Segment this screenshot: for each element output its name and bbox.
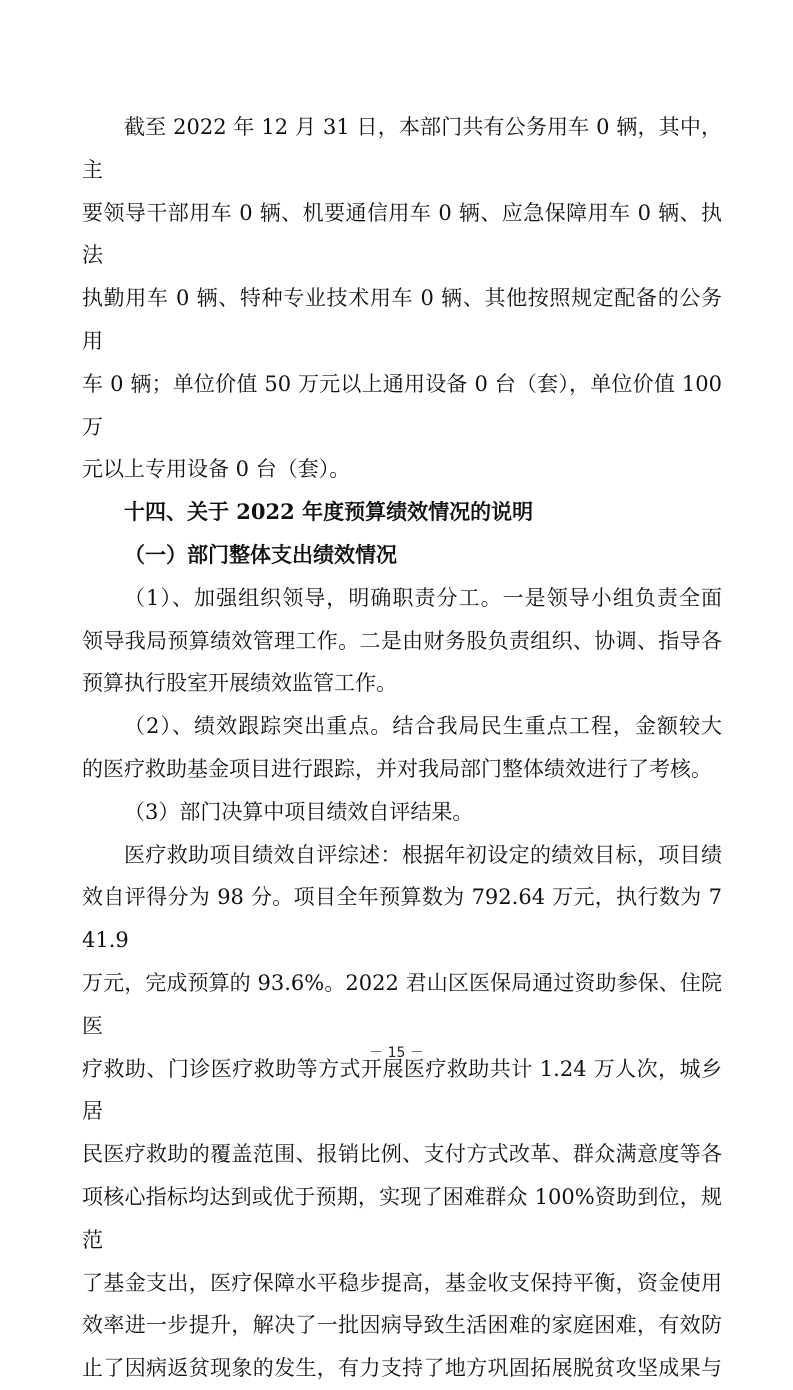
text-line: （2）、绩效跟踪突出重点。结合我局民生重点工程，金额较大 [124, 714, 722, 739]
text-line: （3）部门决算中项目绩效自评结果。 [124, 799, 474, 824]
text-line: 项核心指标均达到或优于预期，实现了困难群众 100%资助到位，规范 [82, 1184, 722, 1252]
text-line: 万元，完成预算的 93.6%。2022 君山区医保局通过资助参保、住院医 [82, 970, 722, 1038]
text-line: 了基金支出，医疗保障水平稳步提高，基金收支保持平衡，资金使用 [82, 1270, 722, 1295]
text-line: （1）、加强组织领导，明确职责分工。一是领导小组负责全面 [124, 585, 722, 610]
text-line: 要领导干部用车 0 辆、机要通信用车 0 辆、应急保障用车 0 辆、执法 [82, 200, 722, 268]
paragraph-vehicles [82, 106, 722, 491]
text-line: 的医疗救助基金项目进行跟踪，并对我局部门整体绩效进行了考核。 [82, 756, 712, 781]
paragraph-tracking [82, 705, 722, 791]
text-line: 车 0 辆；单位价值 50 万元以上通用设备 0 台（套），单位价值 100 万 [82, 371, 722, 439]
text-line: 医疗救助项目绩效自评综述：根据年初设定的绩效目标，项目绩 [124, 842, 722, 867]
paragraph-medical-aid-summary [82, 834, 722, 1390]
page-number: － 15 － [369, 1045, 424, 1061]
text-line: 截至 2022 年 12 月 31 日，本部门共有公务用车 0 辆，其中，主 [82, 115, 722, 182]
text-line: 疗救助、门诊医疗救助等方式开展医疗救助共计 1.24 万人次，城乡居 [82, 1056, 722, 1124]
text-line: 效率进一步提升，解决了一批因病导致生活困难的家庭困难，有效防 [82, 1313, 722, 1338]
document-body [82, 106, 722, 1390]
heading-text: 十四、关于 2022 年度预算绩效情况的说明 [124, 499, 534, 525]
text-line: 止了因病返贫现象的发生，有力支持了地方巩固拓展脱贫攻坚成果与 [82, 1356, 722, 1381]
subsection-heading [82, 534, 722, 577]
heading-text: （一）部门整体支出绩效情况 [124, 541, 397, 567]
text-line: 执勤用车 0 辆、特种专业技术用车 0 辆、其他按照规定配备的公务用 [82, 286, 722, 353]
section-heading [82, 491, 722, 534]
text-line: 领导我局预算绩效管理工作。二是由财务股负责组织、协调、指导各 [82, 628, 722, 653]
text-line: 民医疗救助的覆盖范围、报销比例、支付方式改革、群众满意度等各 [82, 1142, 722, 1167]
text-line: 元以上专用设备 0 台（套）。 [82, 457, 351, 482]
paragraph-self-evaluation [82, 791, 722, 834]
paragraph-organization [82, 577, 722, 705]
text-line: 效自评得分为 98 分。项目全年预算数为 792.64 万元，执行数为 741.9 [82, 885, 722, 953]
text-line: 预算执行股室开展绩效监管工作。 [82, 671, 397, 696]
